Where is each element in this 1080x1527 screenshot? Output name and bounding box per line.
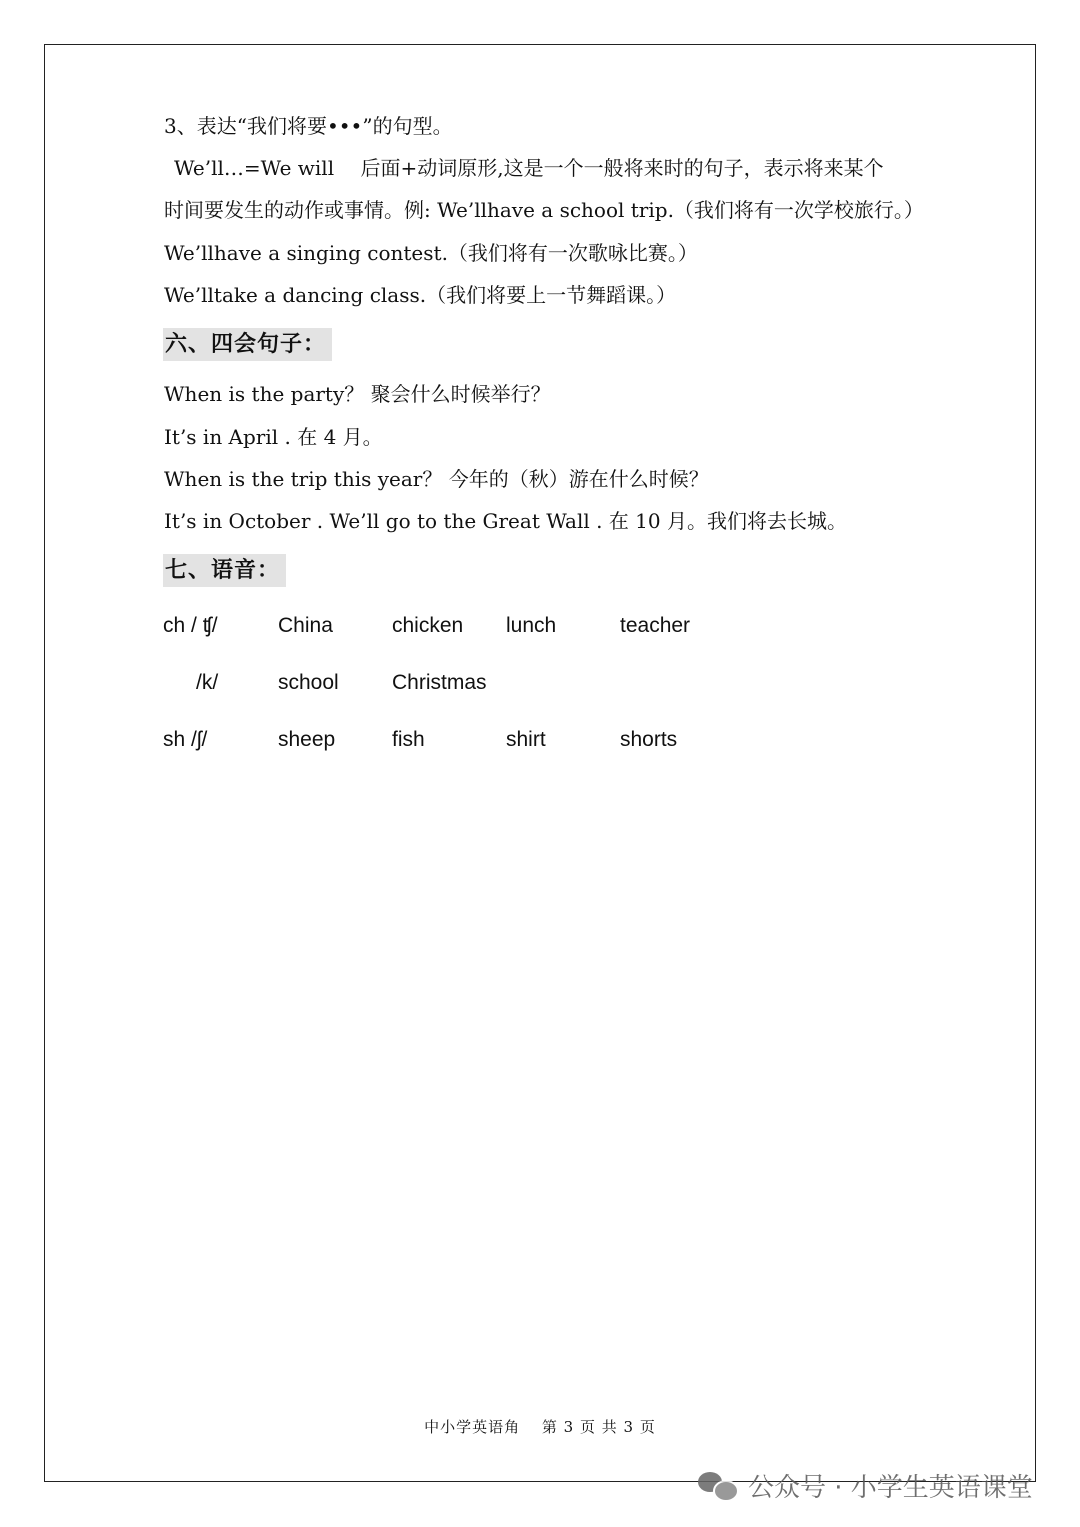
phonics-row-k bbox=[0, 671, 1080, 701]
section-3-line-3: We’llhave a singing contest.（我们将有一次歌咏比赛。） bbox=[164, 241, 698, 265]
phonics-word: shorts bbox=[620, 728, 678, 751]
phonics-word: chicken bbox=[392, 614, 464, 637]
section-6-heading: 六、四会句子： bbox=[163, 328, 332, 361]
phonics-word: shirt bbox=[506, 728, 546, 751]
phonics-sound: sh /ʃ/ bbox=[163, 728, 208, 751]
phonics-row-sh bbox=[0, 728, 1080, 758]
watermark bbox=[698, 1465, 1033, 1505]
phonics-word: fish bbox=[392, 728, 425, 751]
phonics-sound: /k/ bbox=[196, 671, 219, 694]
phonics-word: Christmas bbox=[392, 671, 487, 694]
phonics-word: China bbox=[278, 614, 333, 637]
sentence: It’s in April . 在 4 月。 bbox=[164, 425, 383, 449]
sentence: It’s in October . We’ll go to the Great Wall . 在 10 月。我们将去长城。 bbox=[164, 509, 847, 533]
section-3-line-2: 时间要发生的动作或事情。例: We’llhave a school trip.（我们将有一次学校旅行。） bbox=[164, 198, 924, 222]
section-3-title: 3、表达“我们将要•••”的句型。 bbox=[164, 114, 453, 138]
phonics-word: lunch bbox=[506, 614, 557, 637]
phonics-word: sheep bbox=[278, 728, 336, 751]
phonics-row-ch bbox=[0, 614, 1080, 644]
section-3-line-1: We’ll…=We will 后面+动词原形,这是一个一般将来时的句子，表示将来某个 bbox=[174, 156, 884, 180]
wechat-icon bbox=[698, 1470, 738, 1500]
section-7-heading: 七、语音： bbox=[163, 554, 286, 587]
sentence: When is the trip this year？ 今年的（秋）游在什么时候？ bbox=[164, 467, 709, 491]
watermark-text: 公众号 · 小学生英语课堂 bbox=[748, 1472, 1033, 1503]
section-3-line-4: We’lltake a dancing class.（我们将要上一节舞蹈课。） bbox=[164, 283, 677, 307]
page-footer: 中小学英语角 第 3 页 共 3 页 bbox=[424, 1418, 656, 1436]
phonics-word: school bbox=[278, 671, 339, 694]
phonics-word: teacher bbox=[620, 614, 691, 637]
sentence: When is the party？ 聚会什么时候举行？ bbox=[164, 382, 551, 406]
phonics-sound: ch / ʧ/ bbox=[163, 614, 218, 637]
